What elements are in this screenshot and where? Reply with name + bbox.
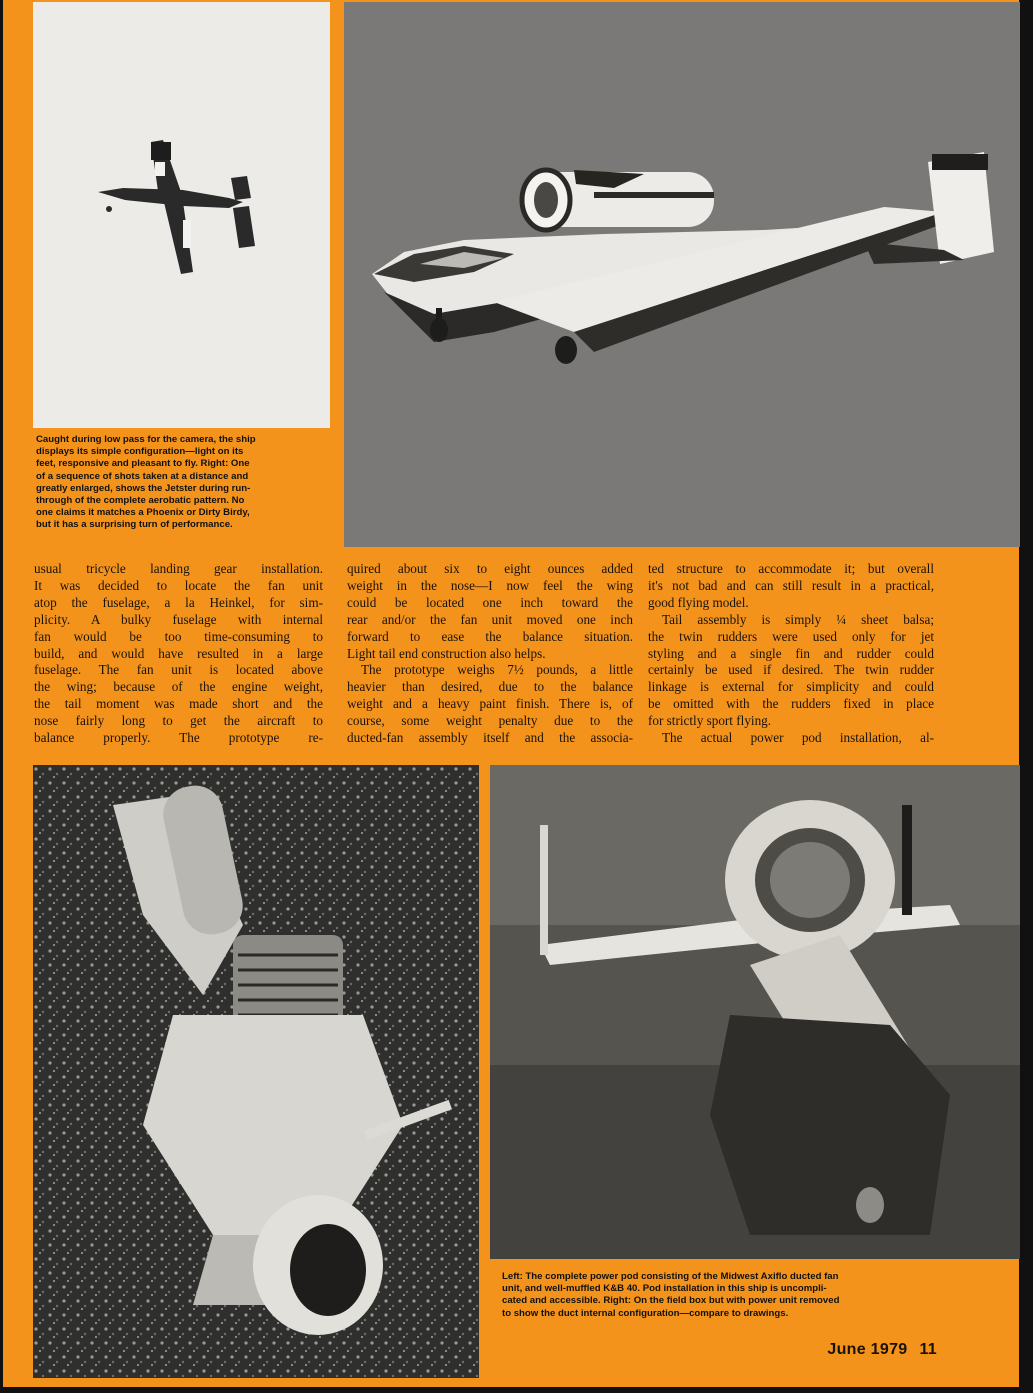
text-line: styling and a single fin and rudder could (648, 645, 934, 661)
text-line: it's not bad and can still result in a practical, (648, 577, 934, 593)
text-line: be omitted with the rudders fixed in place (648, 696, 934, 712)
page-folio (827, 1341, 937, 1359)
caption-line: cated and accessible. Right: On the field box but with power unit removed (502, 1295, 840, 1307)
text-line: the tail moment was made short and the (34, 696, 323, 712)
text-line: could be located one inch toward the (347, 594, 633, 610)
text-line: the wing; because of the engine weight, (34, 679, 323, 695)
caption-line: Left: The complete power pod consisting of the Midwest Axiflo ducted fan (502, 1271, 839, 1282)
text-line: usual tricycle landing gear installation. (34, 561, 323, 576)
text-line: nose fairly long to get the aircraft to (34, 713, 323, 729)
text-line: Light tail end construction also helps. (347, 645, 546, 661)
text-line: balance properly. The prototype re- (34, 730, 323, 746)
bottom-border (0, 1387, 1033, 1393)
text-column-1 (34, 561, 323, 747)
caption-line: but it has a surprising turn of performance. (36, 519, 233, 531)
issue-date: June 1979 (827, 1341, 908, 1358)
caption-line: through of the complete aerobatic pattern. No (36, 495, 245, 507)
photo-field-box (490, 765, 1020, 1259)
text-line: ducted-fan assembly itself and the associa- (347, 730, 633, 746)
photo-low-pass (33, 2, 330, 428)
caption-line: to show the duct internal configuration—compare to drawings. (502, 1307, 789, 1319)
caption-bottom (502, 1271, 962, 1320)
caption-line: unit, and well-muffled K&B 40. Pod installation in this ship is uncompli- (502, 1283, 827, 1295)
text-line: plicity. A bulky fuselage with internal (34, 611, 323, 627)
page-number: 11 (919, 1341, 937, 1358)
text-column-2 (347, 561, 633, 747)
text-line: The prototype weighs 7½ pounds, a little (361, 662, 633, 678)
text-line: good flying model. (648, 594, 749, 610)
text-line: quired about six to eight ounces added (347, 561, 633, 576)
text-line: certainly be used if desired. The twin rudder (648, 662, 934, 678)
caption-top (36, 434, 336, 532)
photo-power-pod (33, 765, 479, 1378)
caption-line: displays its simple configuration—light on its (36, 446, 244, 458)
caption-line: feet, responsive and pleasant to fly. Right: One (36, 458, 250, 470)
text-column-3 (648, 561, 934, 747)
photo-jetster-flight (344, 2, 1020, 547)
text-line: fuselage. The fan unit is located above (34, 662, 323, 678)
text-line: weight in the nose—I now feel the wing (347, 577, 633, 593)
text-line: the twin rudders were used only for jet (648, 628, 934, 644)
right-border (1019, 0, 1033, 1393)
caption-line: Caught during low pass for the camera, the ship (36, 434, 256, 445)
caption-line: greatly enlarged, shows the Jetster during run- (36, 482, 251, 494)
text-line: Tail assembly is simply ¼ sheet balsa; (662, 611, 934, 627)
text-line: It was decided to locate the fan unit (34, 577, 323, 593)
caption-line: of a sequence of shots taken at a distance and (36, 470, 249, 482)
text-line: forward to ease the balance situation. (347, 628, 633, 644)
text-line: rear and/or the fan unit moved one inch (347, 611, 633, 627)
text-line: linkage is external for simplicity and could (648, 679, 934, 695)
text-line: ted structure to accommodate it; but overall (648, 561, 934, 576)
left-border (0, 0, 3, 1393)
text-line: for strictly sport flying. (648, 713, 772, 729)
text-line: atop the fuselage, a la Heinkel, for sim- (34, 594, 323, 610)
text-line: course, some weight penalty due to the (347, 713, 633, 729)
text-line: The actual power pod installation, al- (662, 730, 934, 746)
text-line: heavier than desired, due to the balance (347, 679, 633, 695)
caption-line: one claims it matches a Phoenix or Dirty Birdy, (36, 507, 250, 519)
text-line: build, and would have resulted in a large (34, 645, 323, 661)
text-line: weight and a heavy paint finish. There is, of (347, 696, 633, 712)
text-line: fan would be too time-consuming to (34, 628, 323, 644)
